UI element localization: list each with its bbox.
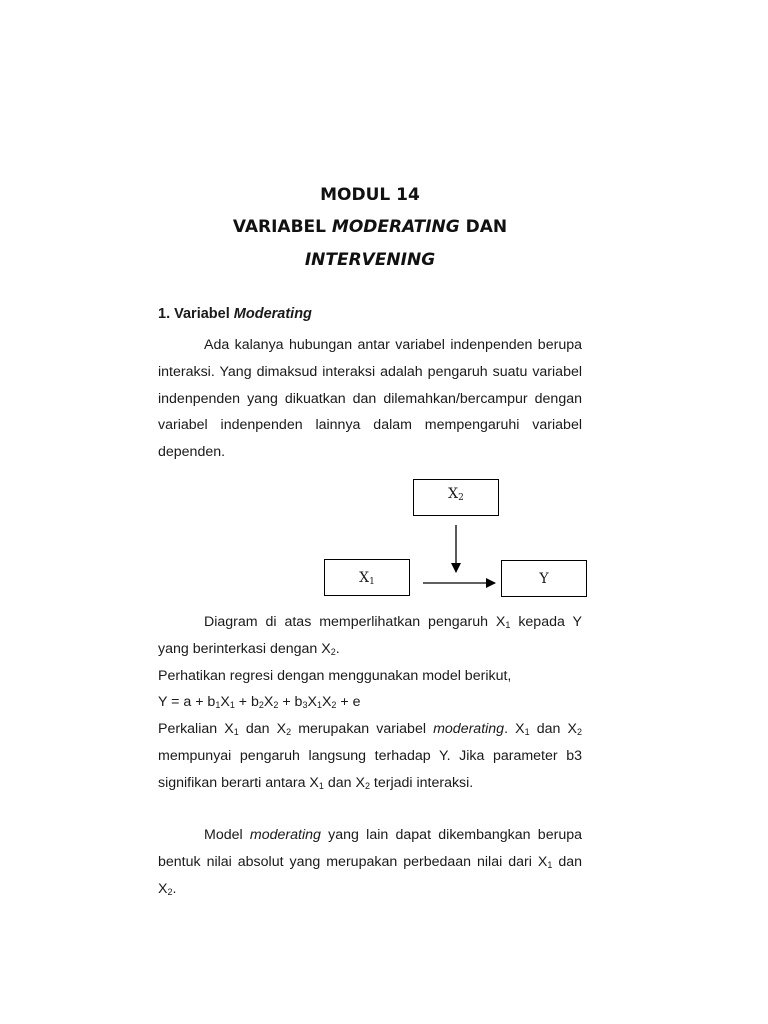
box-x2-label: $X_2$ [448, 486, 464, 503]
subtitle-text-c: DAN [459, 217, 508, 237]
section-name: Moderating [233, 306, 312, 322]
subtitle-text-a: VARIABEL [232, 217, 332, 237]
diagram-explanation-text: Diagram di atas memperlihatkan pengaruh $X_1$ kepada Y yang berinterkasi dengan $X_2$. [158, 614, 582, 657]
paragraph-absolute-model: Model moderating yang lain dapat dikembangkan berupa bentuk nilai absolut yang merupakan perbedaan nilai dari $X_1$ dan $X_2$. [158, 827, 582, 897]
diagram-box-y [501, 560, 587, 597]
diagram-box-x1 [324, 559, 410, 596]
module-title: MODUL 14 [320, 185, 420, 205]
box-x1-label: $X_1$ [359, 569, 375, 587]
regression-intro-line: Perhatikan regresi dengan menggunakan model berikut, [158, 667, 512, 684]
paragraph-diagram-explanation [158, 609, 582, 797]
subtitle-text-italic: MODERATING [331, 217, 460, 237]
regression-equation: $Y = a + b_1X_1 + b_2X_2 + b_3X_1X_2 + e$ [158, 694, 361, 711]
interaction-paragraph: Perkalian $X_1$ dan $X_2$ merupakan variabel moderating. $X_1$ dan $X_2$ mempunyai pengaruh langsung terhadap Y. Jika parameter b3 signifikan berarti antara $X_1$ dan $X_2$ terjadi interaksi. [158, 721, 582, 791]
subtitle-line2-italic: INTERVENING [304, 250, 436, 270]
paragraph-intro: Ada kalanya hubungan antar variabel indenpenden berupa interaksi. Yang dimaksud interaksi adalah pengaruh suatu variabel indenpenden yang dikuatkan dan dilemahkan/bercampur dengan variabel indenpenden lainnya dalam mempengaruhi variabel dependen. [158, 337, 582, 461]
section-number: 1. Variabel [158, 306, 234, 322]
box-y-label: Y [539, 570, 549, 587]
diagram-box-x2 [413, 479, 499, 516]
